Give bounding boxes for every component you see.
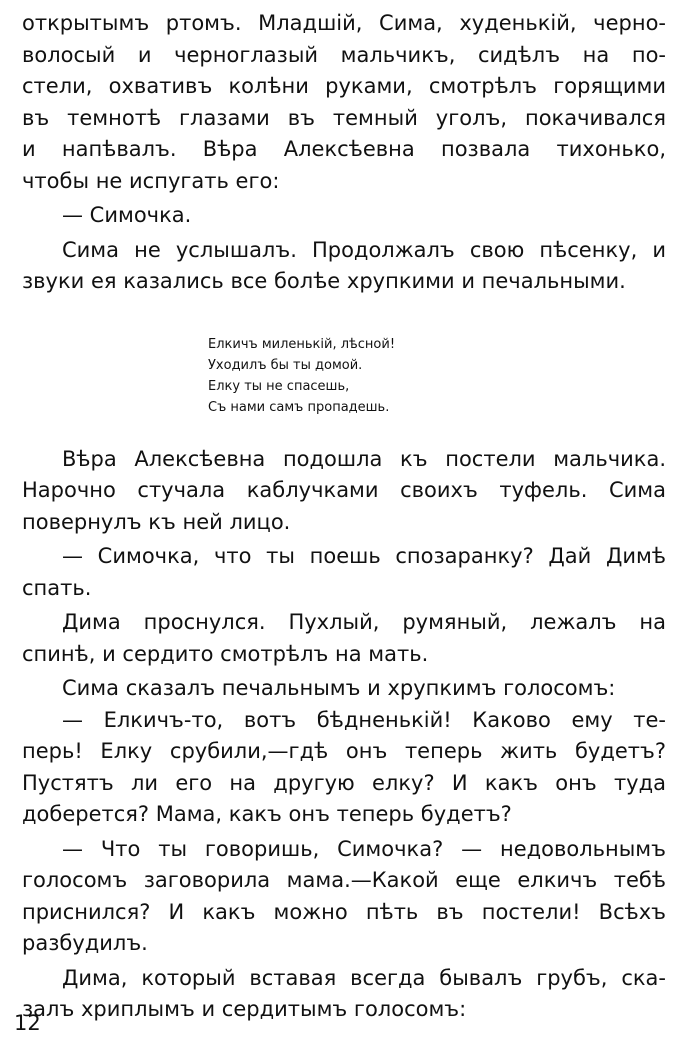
text-line: разбудилъ.	[22, 931, 148, 955]
text-line: доберется? Мама, какъ онъ теперь будетъ?	[22, 802, 512, 826]
text-line: — Елкичъ-то, вотъ бѣдненькій! Каково ему те-	[62, 707, 666, 732]
text-line: открытымъ ртомъ. Младшій, Сима, худенькій, черно-	[22, 11, 666, 35]
text-line: Сима не услышалъ. Продолжалъ свою пѣсенку, и	[62, 237, 666, 262]
paragraph-7	[22, 673, 666, 705]
paragraph-10	[22, 963, 666, 1026]
paragraph-5	[22, 541, 666, 604]
text-line: Вѣра Алексѣевна подошла къ постели мальчика.	[62, 446, 666, 471]
text-line: перь! Елку срубили,—гдѣ онъ теперь жить будетъ?	[22, 739, 666, 763]
text-line: и напѣвалъ. Вѣра Алексѣевна позвала тихонько,	[22, 137, 666, 161]
text-line: Пустятъ ли его на другую елку? И какъ онъ туда	[22, 770, 666, 795]
text-line: Дима проснулся. Пухлый, румяный, лежалъ на	[62, 610, 666, 634]
text-line: — Что ты говоришь, Симочка? — недовольнымъ	[62, 836, 666, 861]
paragraph-3	[22, 235, 666, 298]
page-body	[22, 8, 666, 1026]
text-line: — Симочка.	[62, 203, 192, 227]
page-number: 12	[14, 1011, 41, 1035]
text-line: спать.	[22, 575, 92, 600]
poem-line: Елку ты не спасешь,	[208, 378, 350, 394]
text-line: въ темнотѣ глазами въ темный уголъ, покачивался	[22, 105, 666, 130]
text-line: приснился? И какъ можно пѣть въ постели! Всѣхъ	[22, 899, 666, 924]
text-line: спинѣ, и сердито смотрѣлъ на мать.	[22, 641, 429, 666]
poem-line: Уходилъ бы ты домой.	[208, 357, 363, 373]
text-line: — Симочка, что ты поешь спозаранку? Дай Димѣ	[62, 544, 666, 568]
poem-line: Съ нами самъ пропадешь.	[208, 399, 390, 415]
paragraph-1	[22, 8, 666, 197]
paragraph-4	[22, 444, 666, 539]
text-line: Нарочно стучала каблучками своихъ туфель. Сима	[22, 478, 666, 502]
poem-verse	[208, 334, 666, 418]
text-line: Сима сказалъ печальнымъ и хрупкимъ голосомъ:	[62, 676, 616, 700]
text-line: Дима, который вставая всегда бывалъ грубъ, ска-	[62, 965, 666, 990]
text-line: стели, охвативъ колѣни руками, смотрѣлъ горящими	[22, 74, 666, 98]
paragraph-6	[22, 607, 666, 670]
text-line: чтобы не испугать его:	[22, 168, 280, 193]
paragraph-9	[22, 834, 666, 960]
text-line: голосомъ заговорила мама.—Какой еще елкичъ тебѣ	[22, 868, 666, 892]
text-line: повернулъ къ ней лицо.	[22, 509, 291, 534]
text-line: залъ хриплымъ и сердитымъ голосомъ:	[22, 997, 467, 1021]
text-line: звуки ея казались все болѣе хрупкими и печальными.	[22, 269, 626, 293]
paragraph-8	[22, 705, 666, 831]
poem-line: Елкичъ миленькій, лѣсной!	[208, 336, 396, 352]
text-line: волосый и черноглазый мальчикъ, сидѣлъ на по-	[22, 42, 666, 67]
paragraph-2	[22, 200, 666, 232]
